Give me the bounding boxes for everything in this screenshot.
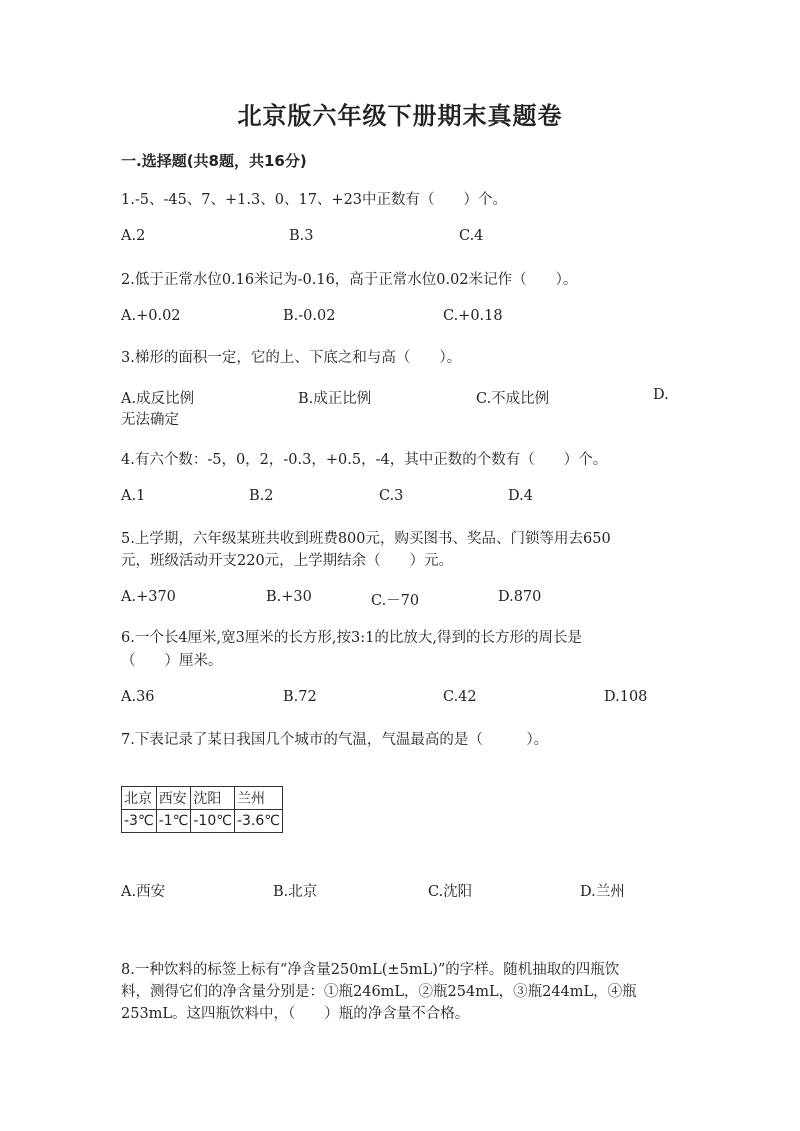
table-cell-city: 沈阳 <box>191 787 235 810</box>
q6-option-b: B.72 <box>283 689 317 705</box>
q3-option-d-text: 无法确定 <box>121 412 179 428</box>
q7-option-b: B.北京 <box>273 884 318 900</box>
table-cell-city: 北京 <box>122 787 157 810</box>
q3-option-d: D. <box>653 387 669 403</box>
q5-option-d: D.870 <box>498 589 542 605</box>
section-heading: 一.选择题(共8题，共16分) <box>121 152 307 170</box>
q4-option-b: B.2 <box>249 488 274 504</box>
question-6-text-line-2: （ ）厘米。 <box>121 653 223 669</box>
q3-option-c: C.不成比例 <box>476 391 550 407</box>
q2-option-b: B.-0.02 <box>283 308 336 324</box>
question-5-text-line-1: 5.上学期，六年级某班共收到班费800元，购买图书、奖品、门锁等用去650 <box>121 531 611 547</box>
table-cell-city: 兰州 <box>234 787 282 810</box>
question-3-text: 3.梯形的面积一定，它的上、下底之和与高（ ）。 <box>121 350 462 366</box>
question-8-text-line-3: 253mL。这四瓶饮料中，（ ）瓶的净含量不合格。 <box>121 1006 470 1022</box>
question-8-text-line-2: 料，测得它们的净含量分别是：①瓶246mL，②瓶254mL，③瓶244mL，④瓶 <box>121 984 637 1000</box>
q4-option-a: A.1 <box>121 488 146 504</box>
table-cell-temp: -3℃ <box>122 810 157 833</box>
q1-option-a: A.2 <box>121 228 146 244</box>
table-cell-temp: -1℃ <box>156 810 191 833</box>
q4-option-c: C.3 <box>379 488 404 504</box>
temperature-table <box>121 786 283 833</box>
q2-option-a: A.+0.02 <box>121 308 181 324</box>
q6-option-c: C.42 <box>443 689 477 705</box>
exam-title: 北京版六年级下册期末真题卷 <box>237 102 563 130</box>
q2-option-c: C.+0.18 <box>443 308 503 324</box>
table-cell-city: 西安 <box>156 787 191 810</box>
q1-option-b: B.3 <box>289 228 314 244</box>
q7-option-d: D.兰州 <box>580 884 625 900</box>
table-cell-temp: -10℃ <box>191 810 235 833</box>
q5-option-b: B.+30 <box>266 589 312 605</box>
question-4-text: 4.有六个数：-5，0，2，-0.3，+0.5，-4，其中正数的个数有（ ）个。 <box>121 452 608 468</box>
q3-option-a: A.成反比例 <box>121 391 195 407</box>
table-cell-temp: -3.6℃ <box>234 810 282 833</box>
question-2-text: 2.低于正常水位0.16米记为-0.16，高于正常水位0.02米记作（ ）。 <box>121 272 578 288</box>
q6-option-d: D.108 <box>604 689 648 705</box>
question-5-text-line-2: 元，班级活动开支220元，上学期结余（ ）元。 <box>121 553 454 569</box>
q7-option-c: C.沈阳 <box>428 884 473 900</box>
q7-option-a: A.西安 <box>121 884 166 900</box>
question-1-text: 1.-5、-45、7、+1.3、0、17、+23中正数有（ ）个。 <box>121 192 508 208</box>
table-row-temps <box>122 810 283 833</box>
question-6-text-line-1: 6.一个长4厘米,宽3厘米的长方形,按3:1的比放大,得到的长方形的周长是 <box>121 630 582 646</box>
q3-option-b: B.成正比例 <box>298 391 372 407</box>
q5-option-c: C.－70 <box>371 593 420 609</box>
table-row-cities <box>122 787 283 810</box>
q5-option-a: A.+370 <box>121 589 176 605</box>
question-7-text: 7.下表记录了某日我国几个城市的气温，气温最高的是（ ）。 <box>121 732 549 748</box>
q1-option-c: C.4 <box>459 228 484 244</box>
q6-option-a: A.36 <box>121 689 155 705</box>
q4-option-d: D.4 <box>508 488 533 504</box>
question-8-text-line-1: 8.一种饮料的标签上标有“净含量250mL(±5mL)”的字样。随机抽取的四瓶饮 <box>121 962 620 978</box>
